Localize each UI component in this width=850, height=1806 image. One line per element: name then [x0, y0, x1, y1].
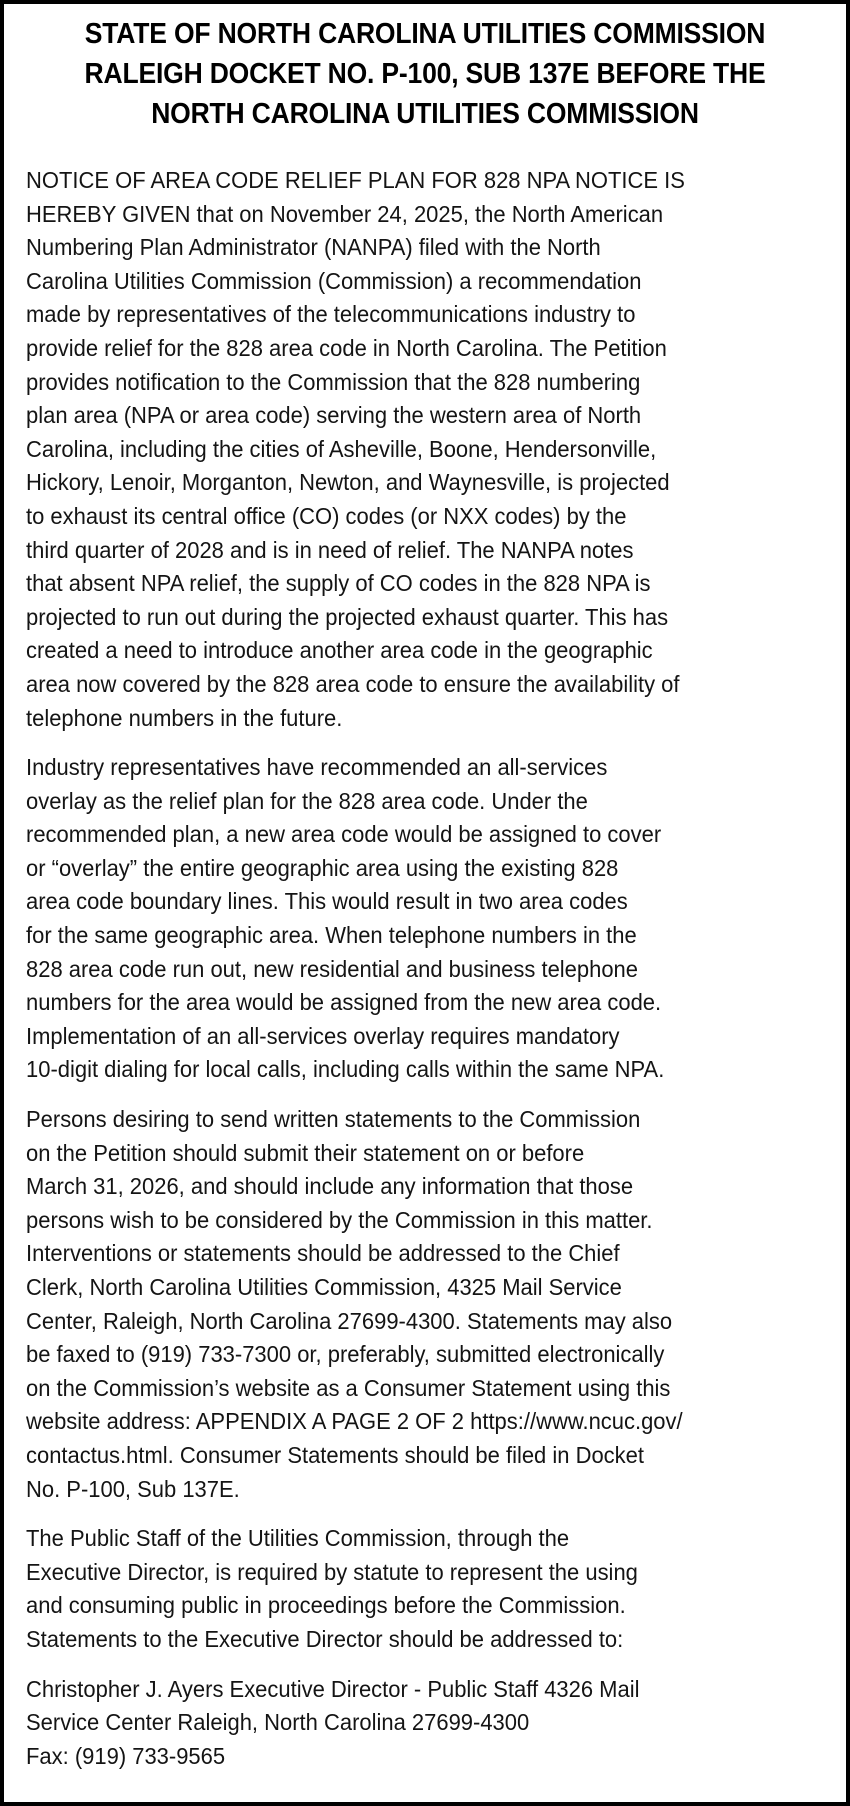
text-line: provide relief for the 828 area code in North Carolina. The Petition — [26, 334, 667, 361]
contact-name-line: Christopher J. Ayers Executive Director - Public Staff 4326 Mail — [26, 1675, 640, 1702]
contact-address-block — [26, 1673, 839, 1774]
text-line: HEREBY GIVEN that on November 24, 2025, the North American — [26, 200, 664, 227]
text-line: March 31, 2026, and should include any information that those — [26, 1173, 634, 1200]
text-line: Center, Raleigh, North Carolina 27699-4300. Statements may also — [26, 1307, 673, 1334]
text-line: website address: APPENDIX A PAGE 2 OF 2 https://www.ncuc.gov/ — [26, 1408, 683, 1435]
text-line: Executive Director, is required by statute to represent the using — [26, 1558, 638, 1585]
title-line: NORTH CAROLINA UTILITIES COMMISSION — [151, 98, 699, 130]
text-line: 10-digit dialing for local calls, including calls within the same NPA. — [26, 1056, 665, 1083]
paragraph-notice-of-relief-plan — [26, 164, 839, 735]
text-line: 828 area code run out, new residential and business telephone — [26, 955, 639, 982]
text-line: Clerk, North Carolina Utilities Commission, 4325 Mail Service — [26, 1274, 622, 1300]
title-line: RALEIGH DOCKET NO. P-100, SUB 137E BEFORE THE — [84, 58, 766, 90]
text-line: Interventions or statements should be addressed to the Chief — [26, 1240, 620, 1267]
text-line: persons wish to be considered by the Commission in this matter. — [26, 1206, 653, 1233]
text-line: telephone numbers in the future. — [26, 704, 343, 731]
text-line: provides notification to the Commission that the 828 numbering — [26, 368, 641, 395]
text-line: for the same geographic area. When telephone numbers in the — [26, 922, 637, 949]
notice-body — [26, 164, 824, 1773]
notice-title — [54, 14, 796, 134]
text-line: made by representatives of the telecommunications industry to — [26, 301, 636, 328]
text-line: NOTICE OF AREA CODE RELIEF PLAN FOR 828 NPA NOTICE IS — [26, 167, 685, 193]
text-line: Statements to the Executive Director should be addressed to: — [26, 1625, 624, 1652]
text-line: that absent NPA relief, the supply of CO codes in the 828 NPA is — [26, 570, 651, 597]
contact-address-line: Service Center Raleigh, North Carolina 27699-4300 — [26, 1709, 530, 1736]
text-line: Carolina Utilities Commission (Commission) a recommendation — [26, 267, 642, 294]
text-line: and consuming public in proceedings before the Commission. — [26, 1592, 626, 1619]
contact-fax-line: Fax: (919) 733-9565 — [26, 1742, 226, 1769]
text-line: recommended plan, a new area code would be assigned to cover — [26, 821, 662, 848]
text-line: or “overlay” the entire geographic area using the existing 828 — [26, 854, 619, 881]
text-line: contactus.html. Consumer Statements should be filed in Docket — [26, 1441, 644, 1468]
text-line: area code boundary lines. This would result in two area codes — [26, 888, 628, 915]
title-line: STATE OF NORTH CAROLINA UTILITIES COMMISSION — [84, 18, 766, 50]
text-line: plan area (NPA or area code) serving the western area of North — [26, 402, 642, 429]
text-line: created a need to introduce another area code in the geographic — [26, 637, 653, 664]
text-line: Implementation of an all-services overlay requires mandatory — [26, 1022, 620, 1049]
text-line: on the Petition should submit their statement on or before — [26, 1139, 585, 1166]
text-line: on the Commission’s website as a Consumer Statement using this — [26, 1374, 671, 1401]
text-line: numbers for the area would be assigned from the new area code. — [26, 989, 662, 1016]
text-line: area now covered by the 828 area code to ensure the availability of — [26, 670, 680, 697]
text-line: overlay as the relief plan for the 828 area code. Under the — [26, 787, 588, 814]
text-line: be faxed to (919) 733-7300 or, preferably, submitted electronically — [26, 1341, 665, 1368]
text-line: Industry representatives have recommended an all-services — [26, 754, 608, 781]
text-line: third quarter of 2028 and is in need of relief. The NANPA notes — [26, 536, 634, 563]
text-line: The Public Staff of the Utilities Commission, through the — [26, 1525, 570, 1552]
paragraph-overlay-plan — [26, 751, 839, 1087]
text-line: projected to run out during the projected exhaust quarter. This has — [26, 603, 669, 630]
text-line: Numbering Plan Administrator (NANPA) filed with the North — [26, 234, 601, 261]
text-line: Hickory, Lenoir, Morganton, Newton, and Waynesville, is projected — [26, 469, 670, 496]
text-line: to exhaust its central office (CO) codes (or NXX codes) by the — [26, 502, 627, 529]
text-line: No. P-100, Sub 137E. — [26, 1475, 240, 1502]
paragraph-public-staff — [26, 1522, 839, 1656]
paragraph-written-statements — [26, 1103, 839, 1506]
text-line: Persons desiring to send written statements to the Commission — [26, 1106, 641, 1133]
text-line: Carolina, including the cities of Asheville, Boone, Hendersonville, — [26, 435, 657, 462]
